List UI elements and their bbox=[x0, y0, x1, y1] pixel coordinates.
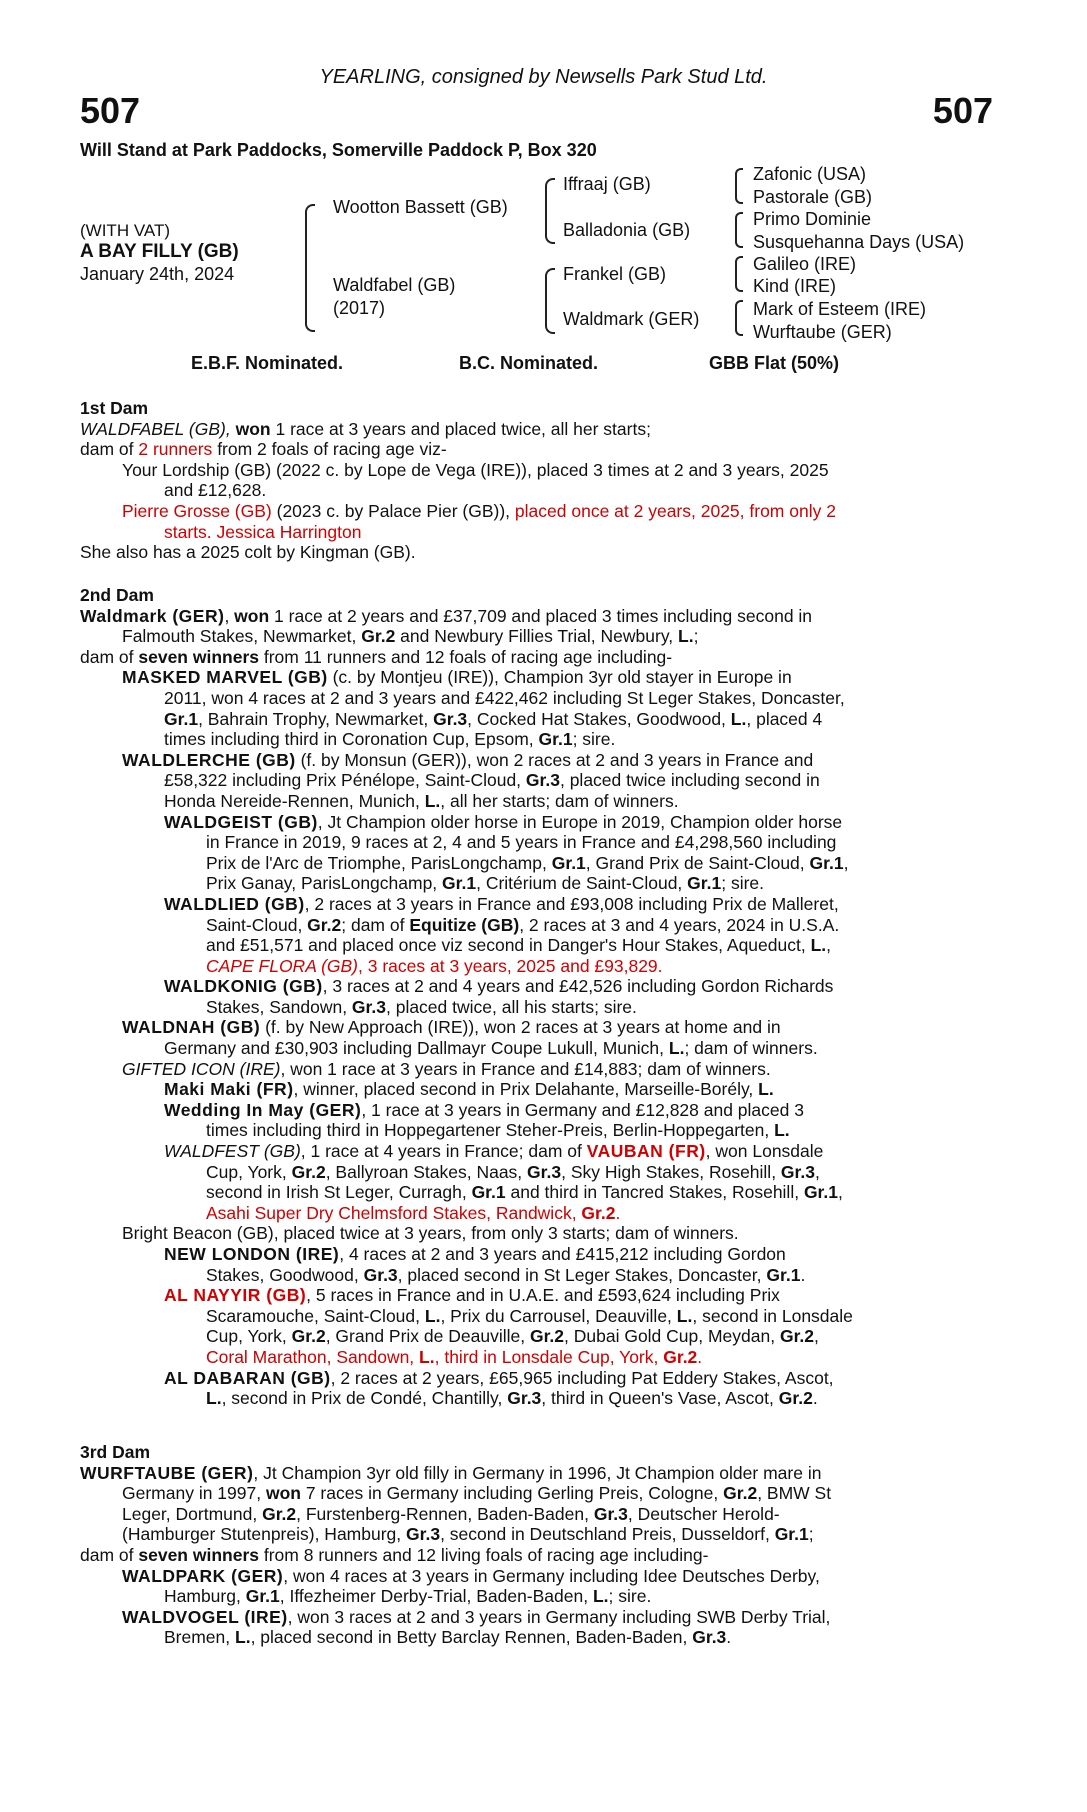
second-dam-line: Waldmark (GER), won 1 race at 2 years and £37,709 and placed 3 times including second in bbox=[80, 605, 813, 626]
consignment-line: YEARLING, consigned by Newsells Park Stud Ltd. bbox=[319, 66, 768, 88]
pedigree-brace-main bbox=[305, 204, 315, 332]
lot-number-right: 507 bbox=[932, 90, 993, 131]
pedigree-brace-dd bbox=[735, 300, 743, 336]
produce-waldpark: WALDPARK (GER), won 4 races at 3 years in Germany including Idee Deutsches Derby, bbox=[122, 1565, 820, 1586]
produce-wedding-in-may: Wedding In May (GER), 1 race at 3 years in Germany and £12,828 and placed 3 bbox=[164, 1099, 804, 1120]
third-dam-line-cont: Leger, Dortmund, Gr.2, Furstenberg-Rennen, Baden-Baden, Gr.3, Deutscher Herold- bbox=[122, 1503, 780, 1524]
second-dam-produce-line: dam of seven winners from 11 runners and 12 foals of racing age including- bbox=[80, 646, 673, 667]
produce-al-nayyir: AL NAYYIR (GB), 5 races in France and in U.A.E. and £593,624 including Prix bbox=[164, 1285, 780, 1306]
pedigree-brace-dam bbox=[545, 268, 555, 334]
bc-nomination: B.C. Nominated. bbox=[459, 353, 599, 373]
pedigree-ss: Iffraaj (GB) bbox=[563, 174, 651, 194]
third-dam-line-cont: (Hamburger Stutenpreis), Hamburg, Gr.3, second in Deutschland Preis, Dusseldorf, Gr.1; bbox=[122, 1524, 814, 1545]
pedigree-brace-sd bbox=[735, 212, 743, 248]
first-dam-heading: 1st Dam bbox=[80, 398, 149, 418]
produce-waldnah: WALDNAH (GB) (f. by New Approach (IRE)), won 2 races at 3 years at home and in bbox=[122, 1017, 781, 1038]
pedigree-sire: Wootton Bassett (GB) bbox=[333, 197, 508, 217]
produce-waldkonig: WALDKONIG (GB), 3 races at 2 and 4 years and £42,526 including Gordon Richards bbox=[164, 976, 834, 997]
produce-waldlerche: WALDLERCHE (GB) (f. by Monsun (GER)), won 2 races at 2 and 3 years in France and bbox=[122, 749, 814, 770]
produce-masked-marvel-cont: times including third in Coronation Cup, Epsom, Gr.1; sire. bbox=[164, 729, 616, 750]
produce-al-dabaran-cont: L., second in Prix de Condé, Chantilly, Gr.3, third in Queen's Vase, Ascot, Gr.2. bbox=[206, 1388, 818, 1409]
produce-waldlerche-cont: Honda Nereide-Rennen, Munich, L., all her starts; dam of winners. bbox=[164, 790, 679, 811]
produce-waldgeist-cont: Prix Ganay, ParisLongchamp, Gr.1, Critérium de Saint-Cloud, Gr.1; sire. bbox=[206, 873, 765, 894]
produce-waldgeist-cont: Prix de l'Arc de Triomphe, ParisLongchamp, Gr.1, Grand Prix de Saint-Cloud, Gr.1, bbox=[206, 852, 849, 873]
third-dam-line-cont: Germany in 1997, won 7 races in Germany including Gerling Preis, Cologne, Gr.2, BMW St bbox=[122, 1483, 832, 1504]
produce-waldvogel: WALDVOGEL (IRE), won 3 races at 2 and 3 years in Germany including SWB Derby Trial, bbox=[122, 1606, 831, 1627]
produce-masked-marvel: MASKED MARVEL (GB) (c. by Montjeu (IRE)), Champion 3yr old stayer in Europe in bbox=[122, 667, 792, 688]
third-dam-section bbox=[80, 1442, 995, 1648]
first-dam-produce-line: dam of 2 runners from 2 foals of racing age viz- bbox=[80, 439, 447, 460]
produce-waldgeist-cont: in France in 2019, 9 races at 2, 4 and 5 years in France and £4,298,560 including bbox=[206, 832, 837, 853]
produce-new-london-cont: Stakes, Goodwood, Gr.3, placed second in St Leger Stakes, Doncaster, Gr.1. bbox=[206, 1264, 806, 1285]
produce-pierre-grosse: Pierre Grosse (GB) (2023 c. by Palace Pier (GB)), placed once at 2 years, 2025, from only 2 bbox=[122, 500, 836, 521]
pedigree-dsd: Kind (IRE) bbox=[753, 276, 837, 296]
first-dam-section bbox=[80, 398, 995, 563]
horse-name: A BAY FILLY (GB) bbox=[80, 241, 239, 262]
produce-your-lordship-cont: and £12,628. bbox=[164, 480, 267, 501]
pedigree-dam: Waldfabel (GB) bbox=[333, 275, 456, 295]
pedigree-ssd: Pastorale (GB) bbox=[753, 187, 873, 207]
pedigree-sd: Balladonia (GB) bbox=[563, 220, 691, 240]
produce-your-lordship: Your Lordship (GB) (2022 c. by Lope de Vega (IRE)), placed 3 times at 2 and 3 years, 2025 bbox=[122, 459, 829, 480]
second-dam-section bbox=[80, 585, 995, 1409]
vat-note: (WITH VAT) bbox=[80, 221, 171, 240]
produce-masked-marvel-cont: Gr.1, Bahrain Trophy, Newmarket, Gr.3, Cocked Hat Stakes, Goodwood, L., placed 4 bbox=[164, 708, 823, 729]
produce-pierre-grosse-cont: starts. Jessica Harrington bbox=[164, 521, 362, 542]
produce-waldgeist: WALDGEIST (GB), Jt Champion older horse in Europe in 2019, Champion older horse bbox=[164, 811, 843, 832]
produce-waldlerche-cont: £58,322 including Prix Pénélope, Saint-Cloud, Gr.3, placed twice including second in bbox=[164, 770, 820, 791]
produce-waldpark-cont: Hamburg, Gr.1, Iffezheimer Derby-Trial, Baden-Baden, L.; sire. bbox=[164, 1586, 652, 1607]
first-dam-also-note: She also has a 2025 colt by Kingman (GB). bbox=[80, 542, 416, 563]
produce-waldfest-cont: second in Irish St Leger, Curragh, Gr.1 and third in Tancred Stakes, Rosehill, Gr.1, bbox=[206, 1182, 843, 1203]
pedigree-brace-ss bbox=[735, 168, 743, 204]
horse-dob: January 24th, 2024 bbox=[80, 264, 235, 284]
pedigree-dam-year: (2017) bbox=[333, 298, 386, 318]
produce-waldfest-cont: Cup, York, Gr.2, Ballyroan Stakes, Naas, Gr.3, Sky High Stakes, Rosehill, Gr.3, bbox=[206, 1161, 820, 1182]
pedigree-ds: Frankel (GB) bbox=[563, 264, 667, 284]
produce-gifted-icon: GIFTED ICON (IRE), won 1 race at 3 years in France and £14,883; dam of winners. bbox=[122, 1058, 771, 1079]
pedigree-dss: Galileo (IRE) bbox=[753, 254, 857, 274]
pedigree-dds: Mark of Esteem (IRE) bbox=[753, 299, 927, 319]
produce-waldfest: WALDFEST (GB), 1 race at 4 years in France; dam of VAUBAN (FR), won Lonsdale bbox=[164, 1141, 824, 1162]
second-dam-line-cont: Falmouth Stakes, Newmarket, Gr.2 and Newbury Fillies Trial, Newbury, L.; bbox=[122, 626, 699, 647]
pedigree-brace-sire bbox=[545, 178, 555, 244]
pedigree-ddd: Wurftaube (GER) bbox=[753, 322, 892, 342]
first-dam-line: WALDFABEL (GB), won 1 race at 3 years and placed twice, all her starts; bbox=[80, 418, 651, 439]
location-line: Will Stand at Park Paddocks, Somerville Paddock P, Box 320 bbox=[80, 140, 597, 160]
produce-al-dabaran: AL DABARAN (GB), 2 races at 2 years, £65,965 including Pat Eddery Stakes, Ascot, bbox=[164, 1367, 834, 1388]
pedigree-sds: Primo Dominie bbox=[753, 209, 872, 229]
produce-maki-maki: Maki Maki (FR), winner, placed second in Prix Delahante, Marseille-Borély, L. bbox=[164, 1079, 774, 1100]
produce-wedding-in-may-cont: times including third in Hoppegartener Steher-Preis, Berlin-Hoppegarten, L. bbox=[206, 1120, 790, 1141]
second-dam-heading: 2nd Dam bbox=[80, 585, 154, 605]
pedigree-brace-ds bbox=[735, 256, 743, 292]
produce-waldlied: WALDLIED (GB), 2 races at 3 years in France and £93,008 including Prix de Malleret, bbox=[164, 893, 839, 914]
produce-waldlied-cont: CAPE FLORA (GB), 3 races at 3 years, 2025 and £93,829. bbox=[206, 955, 663, 976]
third-dam-heading: 3rd Dam bbox=[80, 1442, 151, 1462]
gbb-flat: GBB Flat (50%) bbox=[709, 353, 840, 373]
produce-waldvogel-cont: Bremen, L., placed second in Betty Barclay Rennen, Baden-Baden, Gr.3. bbox=[164, 1627, 732, 1648]
produce-new-london: NEW LONDON (IRE), 4 races at 2 and 3 years and £415,212 including Gordon bbox=[164, 1244, 786, 1264]
produce-waldnah-cont: Germany and £30,903 including Dallmayr Coupe Lukull, Munich, L.; dam of winners. bbox=[164, 1038, 818, 1059]
produce-al-nayyir-cont: Coral Marathon, Sandown, L., third in Lonsdale Cup, York, Gr.2. bbox=[206, 1346, 703, 1367]
produce-waldfest-cont: Asahi Super Dry Chelmsford Stakes, Randwick, Gr.2. bbox=[206, 1202, 621, 1223]
produce-al-nayyir-cont: Scaramouche, Saint-Cloud, L., Prix du Carrousel, Deauville, L., second in Lonsdale bbox=[206, 1305, 853, 1326]
third-dam-produce-line: dam of seven winners from 8 runners and 12 living foals of racing age including- bbox=[80, 1544, 709, 1565]
ebf-nomination: E.B.F. Nominated. bbox=[191, 353, 344, 373]
pedigree-sdd: Susquehanna Days (USA) bbox=[753, 232, 965, 252]
pedigree-sss: Zafonic (USA) bbox=[753, 164, 867, 184]
produce-waldlied-cont: and £51,571 and placed once viz second in Danger's Hour Stakes, Aqueduct, L., bbox=[206, 935, 832, 956]
produce-waldlied-cont: Saint-Cloud, Gr.2; dam of Equitize (GB), 2 races at 3 and 4 years, 2024 in U.S.A. bbox=[206, 914, 840, 935]
produce-masked-marvel-cont: 2011, won 4 races at 2 and 3 years and £422,462 including St Leger Stakes, Doncaster, bbox=[164, 687, 845, 708]
pedigree-dd: Waldmark (GER) bbox=[563, 309, 700, 329]
produce-bright-beacon: Bright Beacon (GB), placed twice at 3 years, from only 3 starts; dam of winners. bbox=[122, 1223, 739, 1244]
produce-waldkonig-cont: Stakes, Sandown, Gr.3, placed twice, all his starts; sire. bbox=[206, 996, 637, 1017]
third-dam-line: WURFTAUBE (GER), Jt Champion 3yr old filly in Germany in 1996, Jt Champion older mare in bbox=[80, 1462, 822, 1483]
lot-number-left: 507 bbox=[80, 90, 141, 131]
produce-al-nayyir-cont: Cup, York, Gr.2, Grand Prix de Deauville, Gr.2, Dubai Gold Cup, Meydan, Gr.2, bbox=[206, 1326, 819, 1347]
